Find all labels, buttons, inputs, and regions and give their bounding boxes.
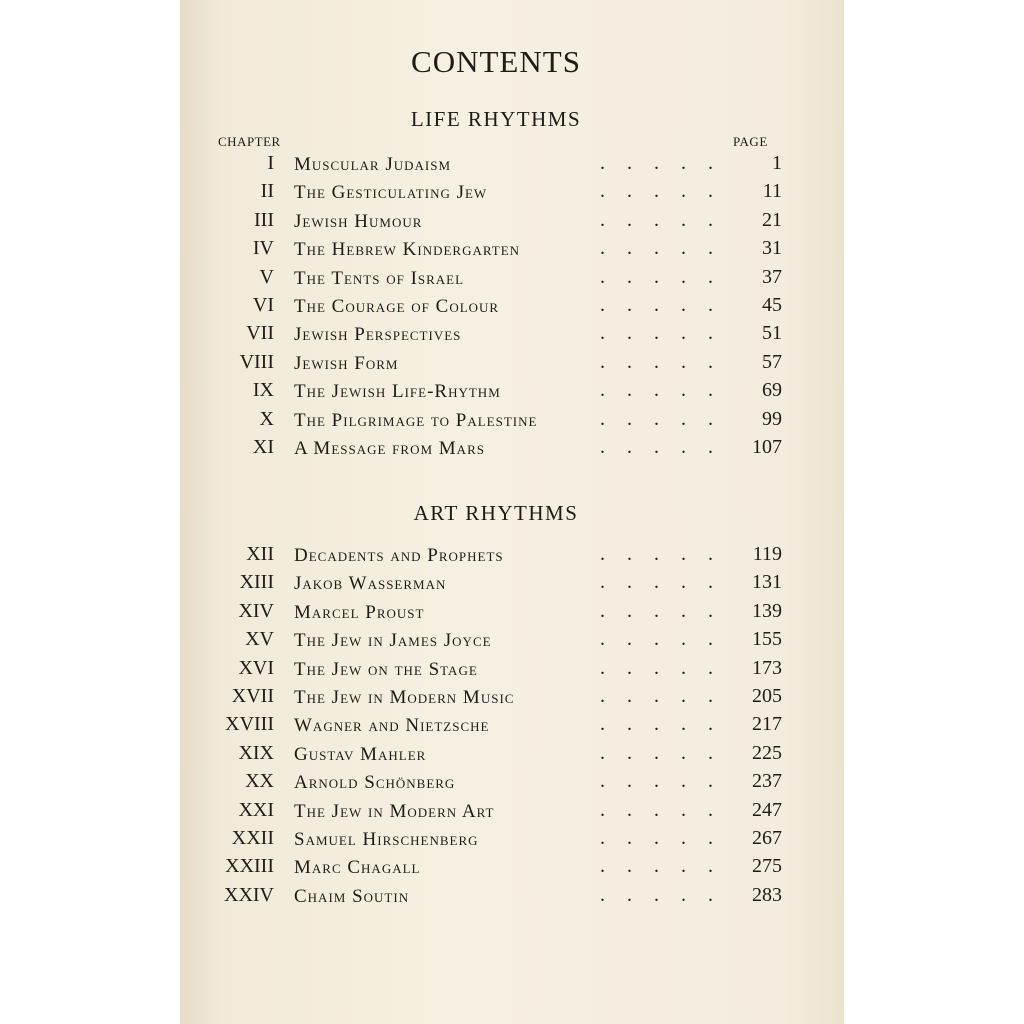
chapter-title: The Jew in James Joyce [294,630,492,652]
page-number: 45 [762,294,782,316]
leader-dots: ..... [600,208,735,231]
page-number: 119 [752,543,782,565]
leader-dots: ..... [600,599,735,622]
leader-dots: ..... [600,798,735,821]
chapter-title: Marc Chagall [294,857,421,879]
toc-entry [180,150,844,178]
leader-dots: ..... [600,294,735,316]
page-number: 267 [752,827,782,849]
page-number: 69 [762,379,782,402]
chapter-number: XIII [239,571,274,594]
leader-dots: ..... [600,883,735,906]
toc-entry [180,541,844,569]
toc-entry [180,235,844,263]
toc-entry [180,207,844,235]
toc-entry [180,406,844,434]
toc-entry [180,655,844,683]
page-number: 107 [752,436,782,458]
chapter-number: VIII [239,350,274,373]
chapter-title: Muscular Judaism [294,154,451,175]
section-title-life-rhythms: LIFE RHYTHMS [410,107,582,131]
toc-entry [180,853,844,881]
page-number: 283 [752,883,782,906]
page-number: 237 [752,770,782,793]
chapter-title: A Message from Mars [294,438,485,459]
leader-dots: ..... [600,628,735,651]
chapter-number: III [254,208,274,231]
chapter-number: II [260,180,274,203]
chapter-title: The Jew in Modern Music [294,687,515,708]
chapter-number: XXIII [225,855,274,878]
leader-dots: ..... [600,265,735,288]
page-number: 31 [762,237,782,260]
page-number: 51 [762,322,782,345]
chapter-title: Samuel Hirschenberg [294,829,479,850]
chapter-title: Marcel Proust [294,601,425,623]
toc-entry [180,320,844,348]
leader-dots: ..... [600,827,735,849]
leader-dots: ..... [600,571,735,594]
chapter-title: Jakob Wasserman [294,573,447,595]
leader-dots: ..... [600,180,735,203]
leader-dots: ..... [600,741,735,764]
page-number: 139 [752,599,782,622]
page-number: 155 [752,628,782,651]
toc-entry [180,711,844,739]
page-number: 131 [752,571,782,594]
chapter-title: The Jew in Modern Art [294,800,495,822]
toc-entry [180,292,844,320]
leader-dots: ..... [600,350,735,373]
leader-dots: ..... [600,713,735,736]
toc-entry [180,797,844,825]
toc-entry [180,264,844,292]
chapter-title: The Tents of Israel [294,267,465,289]
page-number: 1 [772,152,782,174]
chapter-number: IV [252,237,274,260]
page-number: 247 [752,798,782,821]
chapter-number: IX [252,379,274,402]
page-column-header: PAGE [733,134,768,149]
chapter-title: The Jewish Life-Rhythm [294,381,501,403]
leader-dots: ..... [600,436,735,458]
chapter-number: XX [245,770,274,793]
book-page [180,0,844,1024]
page-number: 99 [762,407,782,430]
chapter-number: XIV [238,599,274,622]
leader-dots: ..... [600,656,735,679]
toc-entry [180,598,844,626]
leader-dots: ..... [600,237,735,260]
chapter-number: V [259,265,274,288]
leader-dots: ..... [600,379,735,402]
chapter-title: The Jew on the Stage [294,658,478,680]
page-title: CONTENTS [411,44,581,79]
chapter-title: Wagner and Nietzsche [294,715,490,737]
chapter-title: Gustav Mahler [294,743,427,765]
toc-entry [180,825,844,853]
page-number: 57 [762,350,782,373]
leader-dots: ..... [600,152,735,174]
leader-dots: ..... [600,770,735,793]
toc-entry [180,178,844,206]
toc-entry [180,683,844,711]
chapter-number: XXI [238,798,274,821]
chapter-title: The Hebrew Kindergarten [294,239,521,261]
page-number: 225 [752,741,782,764]
page-number: 173 [752,656,782,679]
chapter-number: XIX [238,741,274,764]
section-title-art-rhythms: ART RHYTHMS [413,501,579,525]
page-number: 275 [752,855,782,878]
chapter-title: Arnold Schönberg [294,772,456,794]
chapter-number: XVIII [225,713,274,736]
chapter-title: The Courage of Colour [294,296,500,317]
leader-dots: ..... [600,855,735,878]
chapter-number: I [267,152,274,174]
chapter-title: Jewish Perspectives [294,324,462,346]
chapter-number: XVII [231,685,274,707]
leader-dots: ..... [600,407,735,430]
toc-entry [180,569,844,597]
page-number: 11 [762,180,782,203]
chapter-title: Chaim Soutin [294,885,410,907]
chapter-title: Decadents and Prophets [294,545,504,566]
leader-dots: ..... [600,685,735,707]
page-number: 21 [762,208,782,231]
page-number: 37 [762,265,782,288]
page-number: 217 [752,713,782,736]
toc-entry [180,768,844,796]
toc-entry [180,434,844,462]
chapter-number: XVI [238,656,274,679]
chapter-title: Jewish Humour [294,210,423,232]
toc-entry [180,377,844,405]
toc-entry [180,349,844,377]
chapter-number: XV [245,628,274,651]
chapter-number: XII [246,543,274,565]
toc-entry [180,740,844,768]
chapter-number: VI [252,294,274,316]
chapter-title: The Gesticulating Jew [294,182,488,204]
chapter-column-header: CHAPTER [218,134,281,149]
chapter-number: XI [252,436,274,458]
chapter-number: XXIV [224,883,274,906]
chapter-title: The Pilgrimage to Palestine [294,409,538,431]
leader-dots: ..... [600,322,735,345]
toc-entry [180,626,844,654]
leader-dots: ..... [600,543,735,565]
page-number: 205 [752,685,782,707]
chapter-number: VII [246,322,274,345]
chapter-number: X [259,407,274,430]
chapter-number: XXII [231,827,274,849]
toc-entry [180,882,844,910]
chapter-title: Jewish Form [294,352,399,374]
